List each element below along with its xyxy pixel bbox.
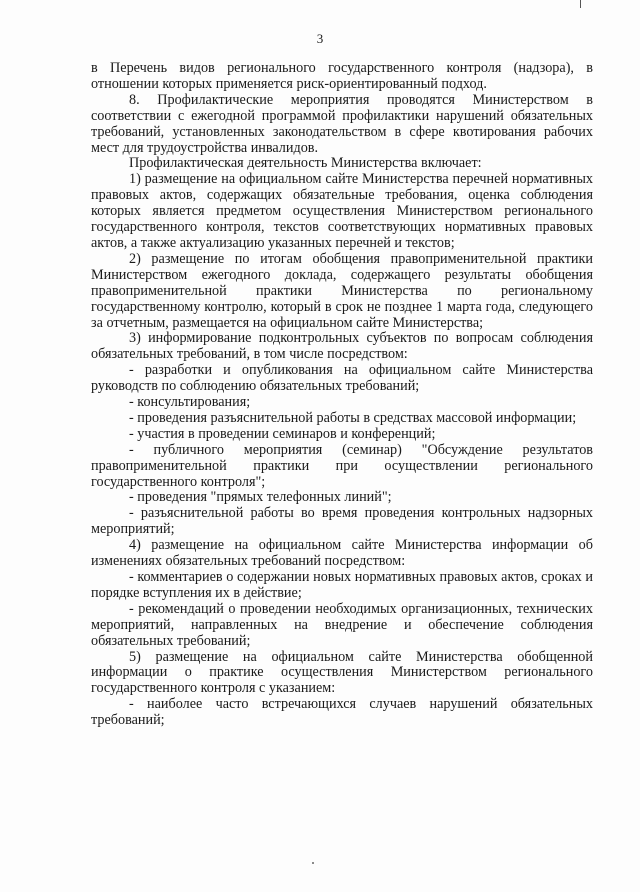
paragraph-item-8: 8. Профилактические мероприятия проводятся Министерством в соответствии с ежегодной программой профилактики нарушений обязательных требований, установленных законодательством в сфере квотирования рабочих мест для трудоустройства инвалидов. bbox=[91, 91, 593, 156]
page-number: 3 bbox=[316, 31, 324, 46]
scan-mark bbox=[580, 0, 581, 8]
sub-list-item: - разъяснительной работы во время проведения контрольных надзорных мероприятий; bbox=[91, 505, 593, 538]
list-item-4: 4) размещение на официальном сайте Министерства информации об изменениях обязательных требований посредством: bbox=[91, 537, 593, 570]
sub-list-item: - разработки и опубликования на официальном сайте Министерства руководств по соблюдению обязательных требований; bbox=[91, 362, 593, 395]
sub-list-item: - проведения "прямых телефонных линий"; bbox=[129, 489, 392, 506]
document-body bbox=[91, 61, 593, 729]
list-item-2: 2) размещение по итогам обобщения правоприменительной практики Министерством ежегодного доклада, содержащего результаты обобщения правоприменительной практики Министерства по региональному государственному контролю, который в срок не позднее 1 марта года, следующего за отчетным, размещается на официальном сайте Министерства; bbox=[91, 250, 593, 331]
sub-list-item: - наиболее часто встречающихся случаев нарушений обязательных требований; bbox=[91, 696, 593, 729]
sub-list-item: - проведения разъяснительной работы в средствах массовой информации; bbox=[129, 409, 577, 426]
list-item-5: 5) размещение на официальном сайте Министерства обобщенной информации о практике осуществления Министерством регионального государственного контроля с указанием: bbox=[91, 648, 593, 697]
paragraph: в Перечень видов регионального государственного контроля (надзора), в отношении которых применяется риск-ориентированный подход. bbox=[91, 60, 593, 92]
sub-list-item: - рекомендаций о проведении необходимых организационных, технических мероприятий, направленных на внедрение и обеспечение соблюдения обязательных требований; bbox=[91, 600, 593, 649]
list-item-3: 3) информирование подконтрольных субъектов по вопросам соблюдения обязательных требований, в том числе посредством: bbox=[91, 330, 593, 363]
paragraph: Профилактическая деятельность Министерства включает: bbox=[129, 155, 482, 172]
sub-list-item: - комментариев о содержании новых нормативных правовых актов, сроках и порядке вступления их в действие; bbox=[91, 569, 593, 601]
scan-artifact bbox=[312, 862, 314, 864]
list-item-1: 1) размещение на официальном сайте Министерства перечней нормативных правовых актов, содержащих обязательные требования, оценка соблюдения которых является предметом осуществления Министерством регионального государственного контроля, текстов соответствующих нормативных правовых актов, а также актуализацию указанных перечней и текстов; bbox=[91, 171, 593, 251]
sub-list-item: - консультирования; bbox=[129, 394, 251, 411]
sub-list-item: - публичного мероприятия (семинар) "Обсуждение результатов правоприменительной практики при осуществлении регионального государственного контроля"; bbox=[91, 441, 593, 490]
sub-list-item: - участия в проведении семинаров и конференций; bbox=[129, 425, 436, 442]
